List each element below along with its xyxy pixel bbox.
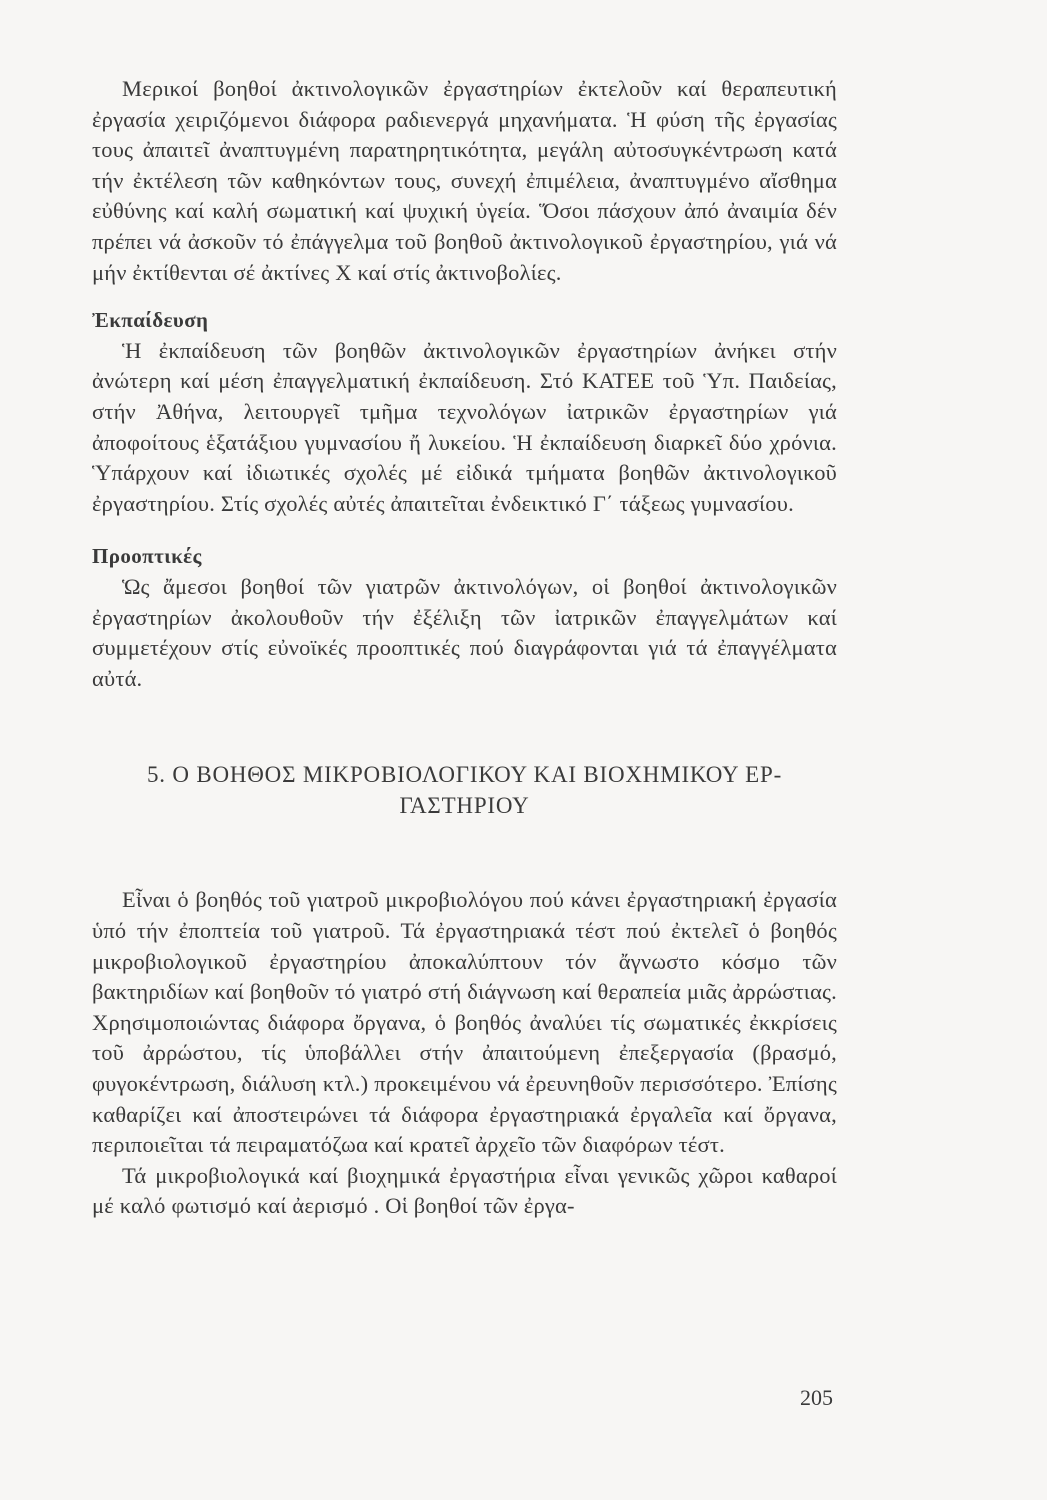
intro-paragraph: Μερικοί βοηθοί ἀκτινολογικῶν ἐργαστηρίων ἐκτελοῦν καί θεραπευτική ἐργασία χειριζόμενοι διάφορα ραδιενεργά μηχανήματα. Ἡ φύση τῆς ἐργασίας τους ἀπαιτεῖ ἀναπτυγμένη παρατηρητικότητα, μεγάλη αὐτοσυγκέντρωση κατά τήν ἐκτέλεση τῶν καθηκόντων τους, συνεχή ἐπιμέλεια, ἀναπτυγμένο αἴσθημα εὐθύνης καί καλή σωματική καί ψυχική ὑγεία. Ὅσοι πάσχουν ἀπό ἀναιμία δέν πρέπει νά ἀσκοῦν τό ἐπάγγελμα τοῦ βοηθοῦ ἀκτινολογικοῦ ἐργαστηρίου, γιά νά μήν ἐκτίθενται σέ ἀκτίνες X καί στίς ἀκτινοβολίες. bbox=[92, 76, 837, 285]
section-5-paragraph-2: Τά μικροβιολογικά καί βιοχημικά ἐργαστήρια εἶναι γενικῶς χῶροι καθαροί μέ καλό φωτισμό καί ἀερισμό . Οἱ βοηθοί τῶν ἐργα- bbox=[92, 1162, 837, 1219]
prospects-heading: Προοπτικές bbox=[92, 544, 202, 569]
education-paragraph: Ἡ ἐκπαίδευση τῶν βοηθῶν ἀκτινολογικῶν ἐργαστηρίων ἀνήκει στήν ἀνώτερη καί μέση ἐπαγγελματική ἐκπαίδευση. Στό ΚΑΤΕΕ τοῦ Ὑπ. Παιδείας, στήν Ἀθήνα, λειτουργεῖ τμῆμα τεχνολόγων ἰατρικῶν ἐργαστηρίων γιά ἀποφοίτους ἑξατάξιου γυμνασίου ἤ λυκείου. Ἡ ἐκπαίδευση διαρκεῖ δύο χρόνια. Ὑπάρχουν καί ἰδιωτικές σχολές μέ εἰδικά τμήματα βοηθῶν ἀκτινολογικοῦ ἐργαστηρίου. Στίς σχολές αὐτές ἀπαιτεῖται ἐνδεικτικό Γ΄ τάξεως γυμνασίου. bbox=[92, 337, 837, 516]
prospects-paragraph: Ὡς ἄμεσοι βοηθοί τῶν γιατρῶν ἀκτινολόγων, οἱ βοηθοί ἀκτινολογικῶν ἐργαστηρίων ἀκολουθοῦν τήν ἐξέλιξη τῶν ἰατρικῶν ἐπαγγελμάτων καί συμμετέχουν στίς εὐνοϊκές προοπτικές πού διαγράφονται γιά τά ἐπαγγέλματα αὐτά. bbox=[92, 573, 837, 691]
section-5-title-line-2: ΓΑΣΤΗΡΙΟΥ bbox=[399, 792, 530, 818]
section-5-title-line-1: 5. Ο ΒΟΗΘΟΣ ΜΙΚΡΟΒΙΟΛΟΓΙΚΟΥ ΚΑΙ ΒΙΟΧΗΜΙΚΟΥ ΕΡ- bbox=[146, 762, 783, 788]
education-heading: Ἐκπαίδευση bbox=[92, 308, 209, 333]
text-column bbox=[92, 74, 837, 1222]
page-number: 205 bbox=[800, 1385, 833, 1410]
section-5-paragraph-1: Εἶναι ὁ βοηθός τοῦ γιατροῦ μικροβιολόγου πού κάνει ἐργαστηριακή ἐργασία ὑπό τήν ἐποπτεία τοῦ γιατροῦ. Τά ἐργαστηριακά τέστ πού ἐκτελεῖ ὁ βοηθός μικροβιολογικοῦ ἐργαστηρίου ἀποκαλύπτουν τόν ἄγνωστο κόσμο τῶν βακτηριδίων καί βοηθοῦν τό γιατρό στή διάγνωση καί θεραπεία μιᾶς ἀρρώστιας. Χρησιμοποιώντας διάφορα ὄργανα, ὁ βοηθός ἀναλύει τίς σωματικές ἐκκρίσεις τοῦ ἀρρώστου, τίς ὑποβάλλει στήν ἀπαιτούμενη ἐπεξεργασία (βρασμό, φυγοκέντρωση, διάλυση κτλ.) προκειμένου νά ἐρευνηθοῦν περισσότερο. Ἐπίσης καθαρίζει καί ἀποστειρώνει τά διάφορα ἐργαστηριακά ἐργαλεῖα καί ὄργανα, περιποιεῖται τά πειραματόζωα καί κρατεῖ ἀρχεῖο τῶν διαφόρων τέστ. bbox=[92, 887, 837, 1158]
section-5-title bbox=[92, 760, 837, 821]
